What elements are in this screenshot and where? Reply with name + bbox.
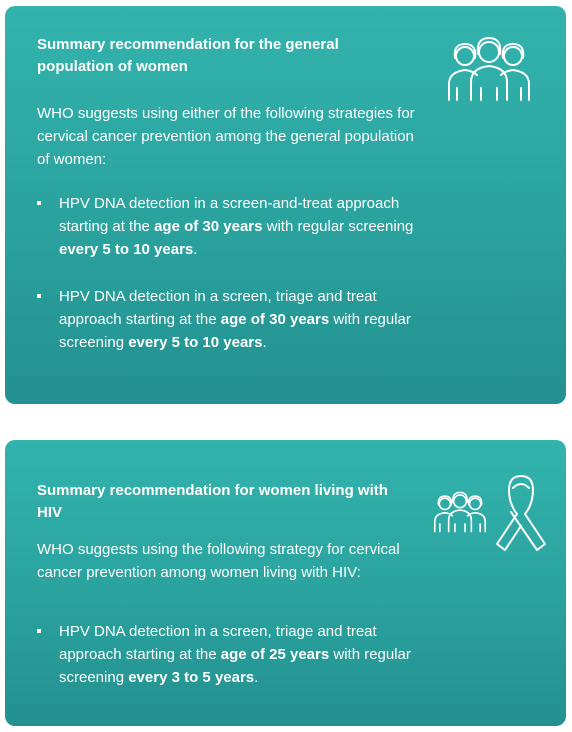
recommendation-card-hiv bbox=[5, 440, 566, 726]
recommendation-list bbox=[37, 192, 427, 354]
list-item: HPV DNA detection in a screen, triage and treat approach starting at the age of 30 years with regular screening every 5 to 10 years. bbox=[37, 285, 427, 354]
bullet-marker bbox=[37, 629, 41, 633]
card-title: Summary recommendation for the general population of women bbox=[37, 36, 339, 75]
card-intro: WHO suggests using either of the following strategies for cervical cancer prevention among the general population of women: bbox=[37, 105, 415, 168]
card-title: Summary recommendation for women living with HIV bbox=[37, 482, 388, 521]
bullet-marker bbox=[37, 294, 41, 298]
bullet-marker bbox=[37, 201, 41, 205]
recommendation-list bbox=[37, 620, 427, 689]
screening-age: age of 25 years bbox=[220, 646, 330, 663]
screening-frequency: every 3 to 5 years bbox=[128, 669, 255, 686]
three-women-icon bbox=[443, 34, 535, 104]
screening-frequency: every 5 to 10 years bbox=[128, 334, 263, 351]
screening-age: age of 30 years bbox=[220, 311, 330, 328]
recommendation-card-general bbox=[5, 6, 566, 404]
three-women-icon bbox=[431, 488, 489, 536]
screening-age: age of 30 years bbox=[154, 218, 263, 235]
list-item: HPV DNA detection in a screen-and-treat approach starting at the age of 30 years with regular screening every 5 to 10 years. bbox=[37, 192, 427, 261]
awareness-ribbon-icon bbox=[495, 472, 547, 554]
card-intro: WHO suggests using the following strategy for cervical cancer prevention among women living with HIV: bbox=[37, 541, 400, 581]
list-item: HPV DNA detection in a screen, triage and treat approach starting at the age of 25 years with regular screening every 3 to 5 years. bbox=[37, 620, 427, 689]
screening-frequency: every 5 to 10 years bbox=[59, 241, 194, 258]
